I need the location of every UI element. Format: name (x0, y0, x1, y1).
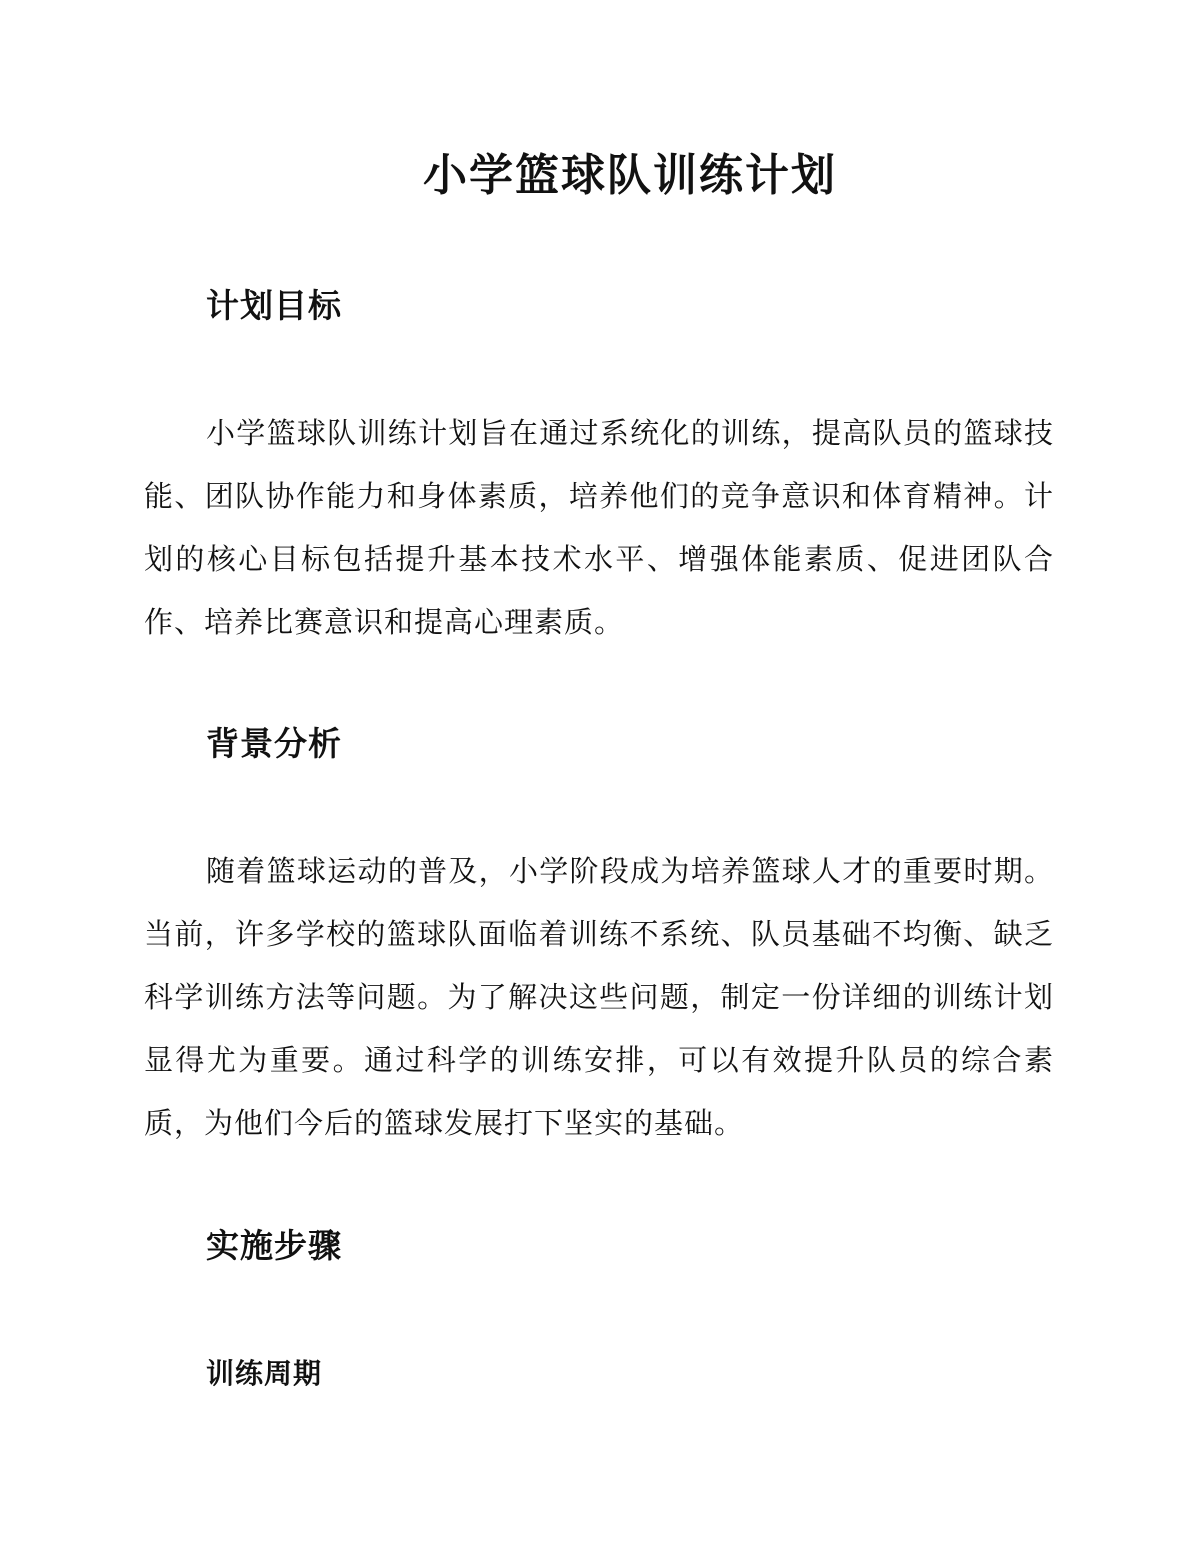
document-title: 小学篮球队训练计划 (423, 150, 837, 201)
section-heading-goals: 计划目标 (206, 286, 342, 325)
section-paragraph-goals: 小学篮球队训练计划旨在通过系统化的训练，提高队员的篮球技能、团队协作能力和身体素质，培养他们的竞争意识和体育精神。计划的核心目标包括提升基本技术水平、增强体能素质、促进团队合作、培养比赛意识和提高心理素质。 (144, 416, 1054, 639)
section-heading-implementation: 实施步骤 (206, 1226, 342, 1265)
subsection-heading-training-cycle: 训练周期 (206, 1357, 323, 1390)
section-paragraph-background: 随着篮球运动的普及，小学阶段成为培养篮球人才的重要时期。当前，许多学校的篮球队面临着训练不系统、队员基础不均衡、缺乏科学训练方法等问题。为了解决这些问题，制定一份详细的训练计划显得尤为重要。通过科学的训练安排，可以有效提升队员的综合素质，为他们今后的篮球发展打下坚实的基础。 (144, 854, 1054, 1140)
section-heading-background: 背景分析 (206, 724, 342, 763)
